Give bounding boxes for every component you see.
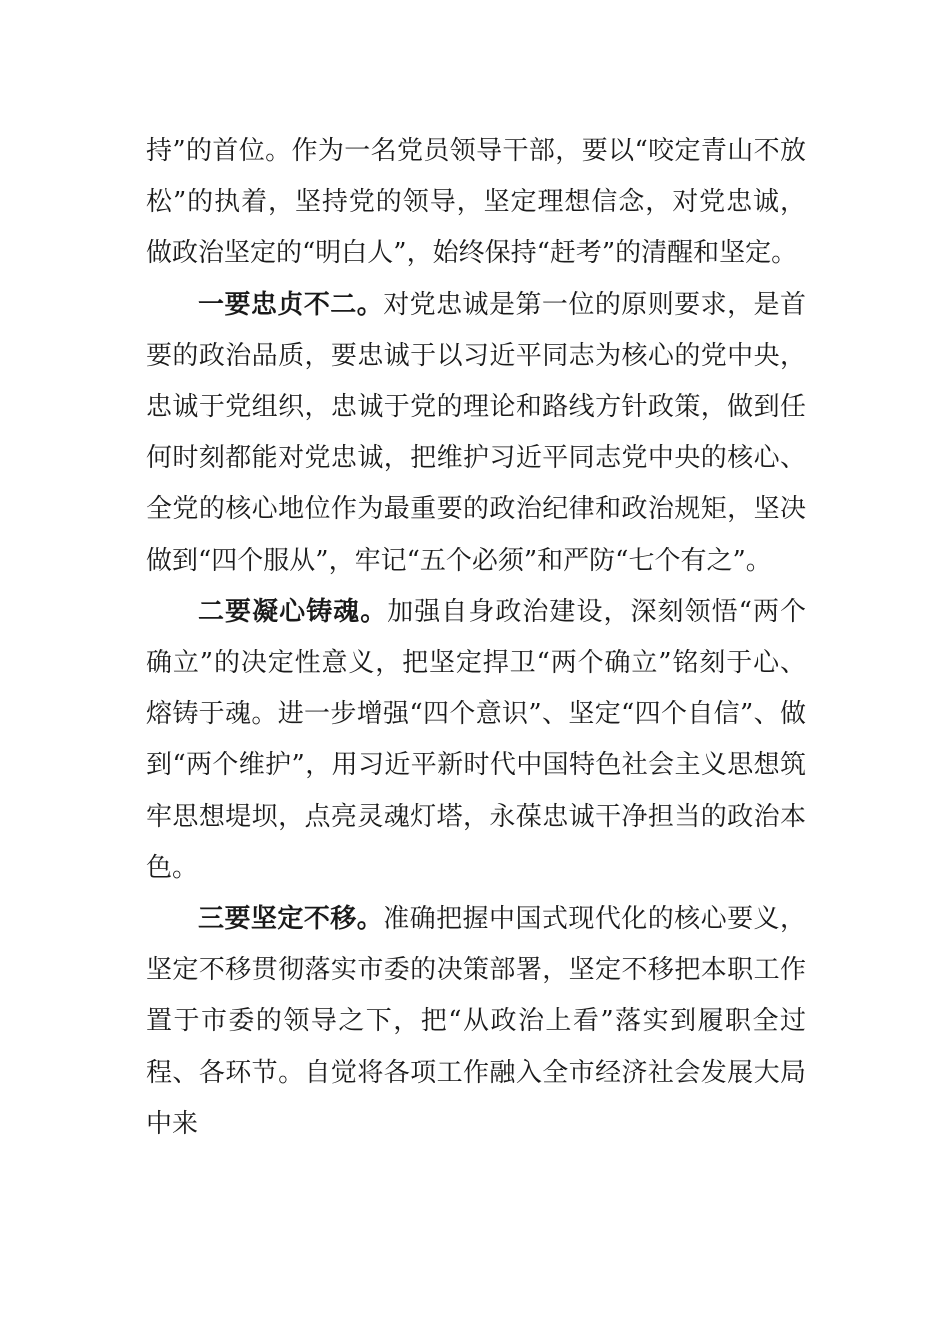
document-body bbox=[146, 126, 806, 1150]
paragraph-loyalty bbox=[146, 280, 806, 587]
paragraph-continuation bbox=[146, 126, 806, 280]
paragraph-heading: 三要坚定不移。 bbox=[198, 904, 384, 935]
paragraph-text: 持”的首位。作为一名党员领导干部，要以“咬定青山不放松”的执着，坚持党的领导，坚定理想信念，对党忠诚，做政治坚定的“明白人”，始终保持“赶考”的清醒和坚定。 bbox=[146, 136, 806, 269]
paragraph-soul bbox=[146, 587, 806, 894]
paragraph-text: 加强自身政治建设，深刻领悟“两个确立”的决定性意义，把坚定捍卫“两个确立”铭刻于心、熔铸于魂。进一步增强“四个意识”、坚定“四个自信”、做到“两个维护”，用习近平新时代中国特色社会主义思想筑牢思想堤坝，点亮灵魂灯塔，永葆忠诚干净担当的政治本色。 bbox=[146, 596, 806, 883]
paragraph-text: 准确把握中国式现代化的核心要义，坚定不移贯彻落实市委的决策部署，坚定不移把本职工作置于市委的领导之下，把“从政治上看”落实到履职全过程、各环节。自觉将各项工作融入全市经济社会发展大局中来 bbox=[146, 904, 806, 1139]
paragraph-heading: 一要忠贞不二。 bbox=[198, 289, 384, 320]
paragraph-text: 对党忠诚是第一位的原则要求，是首要的政治品质，要忠诚于以习近平同志为核心的党中央，忠诚于党组织，忠诚于党的理论和路线方针政策，做到任何时刻都能对党忠诚，把维护习近平同志党中央的核心、全党的核心地位作为最重要的政治纪律和政治规矩，坚决做到“四个服从”，牢记“五个必须”和严防“七个有之”。 bbox=[146, 289, 806, 576]
paragraph-heading: 二要凝心铸魂。 bbox=[198, 596, 388, 627]
paragraph-steadfast bbox=[146, 894, 806, 1150]
